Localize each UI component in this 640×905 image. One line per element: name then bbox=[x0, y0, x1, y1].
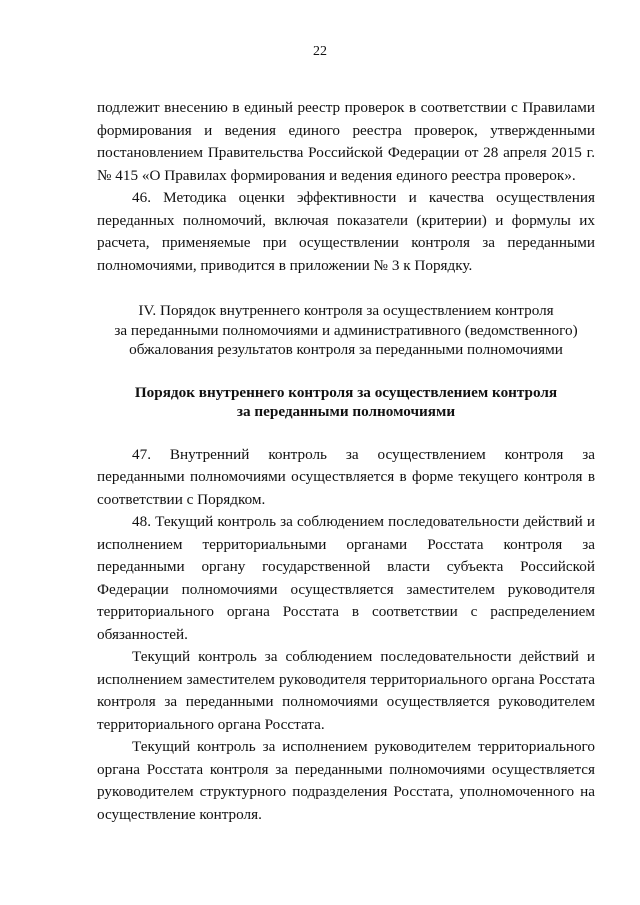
document-body bbox=[97, 97, 595, 826]
paragraph-current-control-deputy: Текущий контроль за соблюдением последовательности действий и исполнением заместителем руководителя территориального органа Росстата контроля за переданными полномочиями осуществляется руководителем территориального органа Росстата. bbox=[97, 648, 595, 733]
page-number: 22 bbox=[313, 44, 327, 59]
subheading-line: Порядок внутреннего контроля за осуществлением контроля bbox=[134, 383, 558, 401]
paragraph-current-control-head: Текущий контроль за исполнением руководителем территориального органа Росстата контроля за переданными полномочиями осуществляется руководителем структурного подразделения Росстата, уполномоченного на осуществление контроля. bbox=[97, 738, 595, 823]
paragraph-registry: подлежит внесению в единый реестр проверок в соответствии с Правилами формирования и ведения единого реестра проверок, утвержденными постановлением Правительства Российской Федерации от 28 апреля 2015 г. № 415 «О Правилах формирования и ведения единого реестра проверок». bbox=[97, 99, 595, 184]
subheading-line: за переданными полномочиями bbox=[236, 403, 456, 420]
section-heading-line: за переданными полномочиями и административного (ведомственного) bbox=[114, 321, 578, 339]
subheading-internal-control bbox=[97, 383, 595, 422]
paragraph-48: 48. Текущий контроль за соблюдением последовательности действий и исполнением территориальными органами Росстата контроля за переданными органу государственной власти субъекта Российской Федерации полномочиями осуществляется заместителем руководителя территориального органа Росстата в соответствии с распределением обязанностей. bbox=[97, 513, 595, 643]
section-heading-iv bbox=[97, 301, 595, 360]
paragraph-46: 46. Методика оценки эффективности и качества осуществления переданных полномочий, включая показатели (критерии) и формулы их расчета, применяемые при осуществлении контроля за переданными полномочиями, приводится в приложении № 3 к Порядку. bbox=[97, 189, 595, 274]
section-heading-line: IV. Порядок внутреннего контроля за осуществлением контроля bbox=[138, 302, 554, 319]
paragraph-47: 47. Внутренний контроль за осуществлением контроля за переданными полномочиями осуществляется в форме текущего контроля в соответствии с Порядком. bbox=[97, 445, 595, 508]
section-heading-line: обжалования результатов контроля за переданными полномочиями bbox=[129, 341, 563, 358]
